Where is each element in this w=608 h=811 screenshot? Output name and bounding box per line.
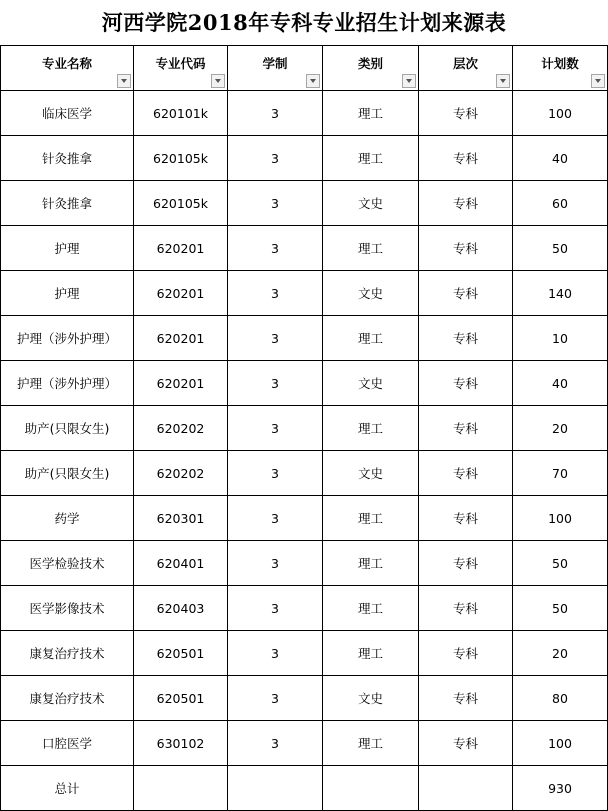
- cell-plan-count[interactable]: 140: [513, 271, 608, 316]
- cell-level[interactable]: 专科: [419, 541, 513, 586]
- cell-category[interactable]: 理工: [323, 631, 419, 676]
- cell-level[interactable]: 专科: [419, 496, 513, 541]
- column-header-major-code: [134, 46, 228, 91]
- column-header-label: 专业代码: [155, 56, 206, 71]
- cell-major-name[interactable]: 助产(只限女生): [1, 406, 134, 451]
- cell-years[interactable]: 3: [228, 676, 323, 721]
- cell-major-code[interactable]: 620401: [134, 541, 228, 586]
- dropdown-filter-icon: [595, 79, 601, 83]
- table-body: [1, 91, 608, 811]
- enrollment-plan-table: [0, 45, 608, 811]
- cell-category[interactable]: 理工: [323, 91, 419, 136]
- cell-major-code[interactable]: 620301: [134, 496, 228, 541]
- cell-level[interactable]: 专科: [419, 676, 513, 721]
- cell-level[interactable]: 专科: [419, 361, 513, 406]
- cell-category[interactable]: 理工: [323, 541, 419, 586]
- cell-years[interactable]: 3: [228, 451, 323, 496]
- cell-major-code[interactable]: 630102: [134, 721, 228, 766]
- column-header-major-name: [1, 46, 134, 91]
- table-row[interactable]: [1, 226, 608, 271]
- cell-major-code[interactable]: 620201: [134, 226, 228, 271]
- cell-empty[interactable]: [134, 766, 228, 811]
- dropdown-filter-icon: [215, 79, 221, 83]
- table-row[interactable]: [1, 676, 608, 721]
- cell-level[interactable]: 专科: [419, 136, 513, 181]
- cell-level[interactable]: 专科: [419, 586, 513, 631]
- cell-level[interactable]: 专科: [419, 721, 513, 766]
- total-row[interactable]: [1, 766, 608, 811]
- cell-category[interactable]: 理工: [323, 496, 419, 541]
- cell-major-code[interactable]: 620105k: [134, 136, 228, 181]
- table-row[interactable]: [1, 181, 608, 226]
- column-header-label: 学制: [262, 56, 288, 71]
- cell-level[interactable]: 专科: [419, 406, 513, 451]
- cell-years[interactable]: 3: [228, 406, 323, 451]
- cell-category[interactable]: 理工: [323, 316, 419, 361]
- column-header-label: 专业名称: [41, 56, 92, 71]
- table-row[interactable]: [1, 316, 608, 361]
- cell-category[interactable]: 理工: [323, 586, 419, 631]
- table-row[interactable]: [1, 451, 608, 496]
- cell-plan-count[interactable]: 60: [513, 181, 608, 226]
- cell-major-name[interactable]: 护理（涉外护理）: [1, 316, 134, 361]
- table-row[interactable]: [1, 631, 608, 676]
- cell-level[interactable]: 专科: [419, 316, 513, 361]
- cell-plan-count[interactable]: 70: [513, 451, 608, 496]
- filter-dropdown-button[interactable]: [117, 74, 131, 88]
- table-row[interactable]: [1, 586, 608, 631]
- cell-level[interactable]: 专科: [419, 631, 513, 676]
- cell-major-name[interactable]: 护理（涉外护理）: [1, 361, 134, 406]
- sheet-title: 河西学院2018年专科专业招生计划来源表: [101, 10, 507, 35]
- dropdown-filter-icon: [406, 79, 412, 83]
- cell-years[interactable]: 3: [228, 496, 323, 541]
- cell-years[interactable]: 3: [228, 136, 323, 181]
- cell-category[interactable]: 文史: [323, 271, 419, 316]
- cell-major-name[interactable]: 口腔医学: [1, 721, 134, 766]
- cell-category[interactable]: 文史: [323, 361, 419, 406]
- table-row[interactable]: [1, 406, 608, 451]
- cell-level[interactable]: 专科: [419, 226, 513, 271]
- cell-major-name[interactable]: 针灸推拿: [1, 181, 134, 226]
- cell-major-name[interactable]: 护理: [1, 271, 134, 316]
- filter-dropdown-button[interactable]: [306, 74, 320, 88]
- cell-major-name[interactable]: 医学检验技术: [1, 541, 134, 586]
- cell-plan-count[interactable]: 100: [513, 496, 608, 541]
- dropdown-filter-icon: [121, 79, 127, 83]
- cell-major-code[interactable]: 620202: [134, 406, 228, 451]
- column-header-level: [419, 46, 513, 91]
- cell-major-name[interactable]: 临床医学: [1, 91, 134, 136]
- cell-years[interactable]: 3: [228, 91, 323, 136]
- filter-dropdown-button[interactable]: [211, 74, 225, 88]
- cell-years[interactable]: 3: [228, 541, 323, 586]
- column-header-label: 计划数: [541, 56, 579, 71]
- cell-major-code[interactable]: 620201: [134, 316, 228, 361]
- column-header-plan-count: [513, 46, 608, 91]
- column-header-category: [323, 46, 419, 91]
- cell-category[interactable]: 理工: [323, 406, 419, 451]
- cell-plan-count[interactable]: 50: [513, 541, 608, 586]
- cell-empty[interactable]: [228, 766, 323, 811]
- cell-major-code[interactable]: 620403: [134, 586, 228, 631]
- cell-years[interactable]: 3: [228, 226, 323, 271]
- cell-major-name[interactable]: 护理: [1, 226, 134, 271]
- cell-plan-count[interactable]: 10: [513, 316, 608, 361]
- cell-category[interactable]: 文史: [323, 451, 419, 496]
- cell-major-code[interactable]: 620501: [134, 676, 228, 721]
- cell-level[interactable]: 专科: [419, 451, 513, 496]
- cell-years[interactable]: 3: [228, 631, 323, 676]
- table-row[interactable]: [1, 541, 608, 586]
- cell-major-name[interactable]: 针灸推拿: [1, 136, 134, 181]
- cell-category[interactable]: 文史: [323, 181, 419, 226]
- cell-total-plan[interactable]: 930: [513, 766, 608, 811]
- cell-plan-count[interactable]: 50: [513, 226, 608, 271]
- cell-major-code[interactable]: 620101k: [134, 91, 228, 136]
- cell-level[interactable]: 专科: [419, 271, 513, 316]
- cell-plan-count[interactable]: 20: [513, 406, 608, 451]
- table-row[interactable]: [1, 136, 608, 181]
- cell-category[interactable]: 理工: [323, 226, 419, 271]
- dropdown-filter-icon: [310, 79, 316, 83]
- cell-years[interactable]: 3: [228, 586, 323, 631]
- cell-major-code[interactable]: 620201: [134, 271, 228, 316]
- column-header-label: 类别: [357, 56, 383, 71]
- cell-major-name[interactable]: 康复治疗技术: [1, 631, 134, 676]
- filter-dropdown-button[interactable]: [402, 74, 416, 88]
- cell-major-name[interactable]: 康复治疗技术: [1, 676, 134, 721]
- cell-major-name[interactable]: 助产(只限女生): [1, 451, 134, 496]
- cell-years[interactable]: 3: [228, 181, 323, 226]
- cell-major-name[interactable]: 医学影像技术: [1, 586, 134, 631]
- cell-years[interactable]: 3: [228, 361, 323, 406]
- cell-category[interactable]: 理工: [323, 721, 419, 766]
- cell-plan-count[interactable]: 100: [513, 91, 608, 136]
- cell-plan-count[interactable]: 40: [513, 136, 608, 181]
- cell-years[interactable]: 3: [228, 271, 323, 316]
- cell-major-name[interactable]: 药学: [1, 496, 134, 541]
- cell-level[interactable]: 专科: [419, 91, 513, 136]
- filter-dropdown-button[interactable]: [591, 74, 605, 88]
- cell-empty[interactable]: [419, 766, 513, 811]
- cell-category[interactable]: 理工: [323, 136, 419, 181]
- table-row[interactable]: [1, 361, 608, 406]
- filter-dropdown-button[interactable]: [496, 74, 510, 88]
- table-row[interactable]: [1, 496, 608, 541]
- column-header-years: [228, 46, 323, 91]
- cell-plan-count[interactable]: 40: [513, 361, 608, 406]
- cell-plan-count[interactable]: 100: [513, 721, 608, 766]
- cell-plan-count[interactable]: 50: [513, 586, 608, 631]
- cell-major-code[interactable]: 620105k: [134, 181, 228, 226]
- cell-level[interactable]: 专科: [419, 181, 513, 226]
- cell-years[interactable]: 3: [228, 721, 323, 766]
- cell-empty[interactable]: [323, 766, 419, 811]
- column-header-label: 层次: [452, 56, 478, 71]
- dropdown-filter-icon: [500, 79, 506, 83]
- table-row[interactable]: [1, 271, 608, 316]
- header-row: [1, 46, 608, 91]
- table-row[interactable]: [1, 91, 608, 136]
- cell-major-code[interactable]: 620501: [134, 631, 228, 676]
- cell-plan-count[interactable]: 80: [513, 676, 608, 721]
- cell-years[interactable]: 3: [228, 316, 323, 361]
- cell-total-label[interactable]: 总计: [1, 766, 134, 811]
- cell-category[interactable]: 文史: [323, 676, 419, 721]
- cell-major-code[interactable]: 620201: [134, 361, 228, 406]
- cell-major-code[interactable]: 620202: [134, 451, 228, 496]
- cell-plan-count[interactable]: 20: [513, 631, 608, 676]
- table-row[interactable]: [1, 721, 608, 766]
